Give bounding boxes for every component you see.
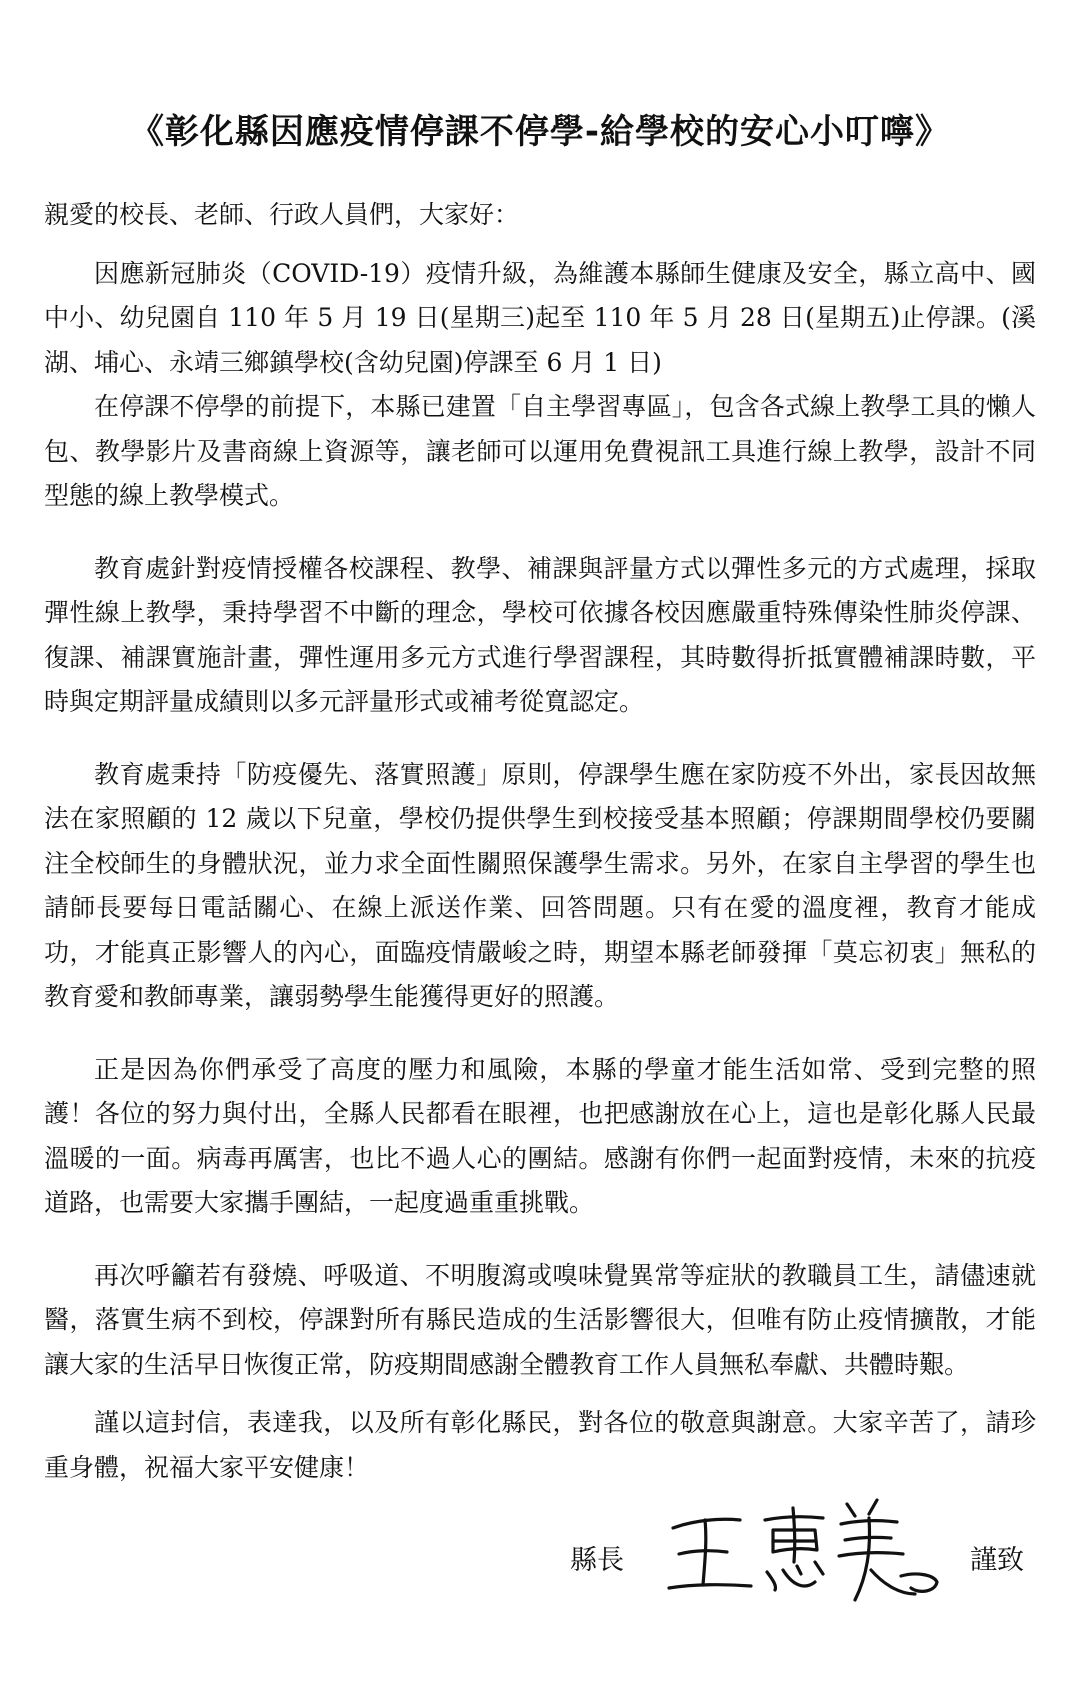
paragraph-gratitude: 正是因為你們承受了高度的壓力和風險，本縣的學童才能生活如常、受到完整的照護！各位的努力與付出，全縣人民都看在眼裡，也把感謝放在心上，這也是彰化縣人民最溫暖的一面。病毒再厲害，也比不過人心的團結。感謝有你們一起面對疫情，未來的抗疫道路，也需要大家攜手團結，一起度過重重挑戰。 <box>44 1054 1036 1217</box>
handwritten-signature <box>665 1490 945 1610</box>
paragraph-health-reminder: 再次呼籲若有發燒、呼吸道、不明腹瀉或嗅味覺異常等症狀的教職員工生，請儘速就醫，落實生病不到校，停課對所有縣民造成的生活影響很大，但唯有防止疫情擴散，才能讓大家的生活早日恢復正常，防疫期間感謝全體教育工作人員無私奉獻、共體時艱。 <box>44 1260 1036 1379</box>
paragraph-online-learning: 在停課不停學的前提下，本縣已建置「自主學習專區」，包含各式線上教學工具的懶人包、教學影片及書商線上資源等，讓老師可以運用免費視訊工具進行線上教學，設計不同型態的線上教學模式。 <box>44 392 1036 510</box>
paragraph-suspension-notice: 因應新冠肺炎（COVID-19）疫情升級，為維護本縣師生健康及安全，縣立高中、國中小、幼兒園自 110 年 5 月 19 日(星期三)起至 110 年 5 月 28 日(星期五)止停課。(溪湖、埔心、永靖三鄉鎮學校(含幼兒園)停課至 6 月 1 日) <box>44 258 1036 377</box>
signature-closing: 謹致 <box>970 1545 1024 1576</box>
paragraph-flexible-teaching: 教育處針對疫情授權各校課程、教學、補課與評量方式以彈性多元的方式處理，採取彈性線上教學，秉持學習不中斷的理念，學校可依據各校因應嚴重特殊傳染性肺炎停課、復課、補課實施計畫，彈性運用多元方式進行學習課程，其時數得折抵實體補課時數，平時與定期評量成績則以多元評量形式或補考從寬認定。 <box>44 553 1036 716</box>
letter-title: 《彰化縣因應疫情停課不停學-給學校的安心小叮嚀》 <box>129 112 951 152</box>
paragraph-student-care: 教育處秉持「防疫優先、落實照護」原則，停課學生應在家防疫不外出，家長因故無法在家照顧的 12 歲以下兒童，學校仍提供學生到校接受基本照顧；停課期間學校仍要關注全校師生的身體狀況，並力求全面性關照保護學生需求。另外，在家自主學習的學生也請師長要每日電話關心、在線上派送作業、回答問題。只有在愛的溫度裡，教育才能成功，才能真正影響人的內心，面臨疫情嚴峻之時，期望本縣老師發揮「莫忘初衷」無私的教育愛和教師專業，讓弱勢學生能獲得更好的照護。 <box>44 759 1036 1011</box>
paragraph-closing: 謹以這封信，表達我，以及所有彰化縣民，對各位的敬意與謝意。大家辛苦了，請珍重身體，祝福大家平安健康！ <box>44 1408 1036 1482</box>
letter-body <box>44 193 1036 1490</box>
greeting: 親愛的校長、老師、行政人員們，大家好： <box>44 200 520 229</box>
signature-role: 縣長 <box>570 1545 624 1576</box>
